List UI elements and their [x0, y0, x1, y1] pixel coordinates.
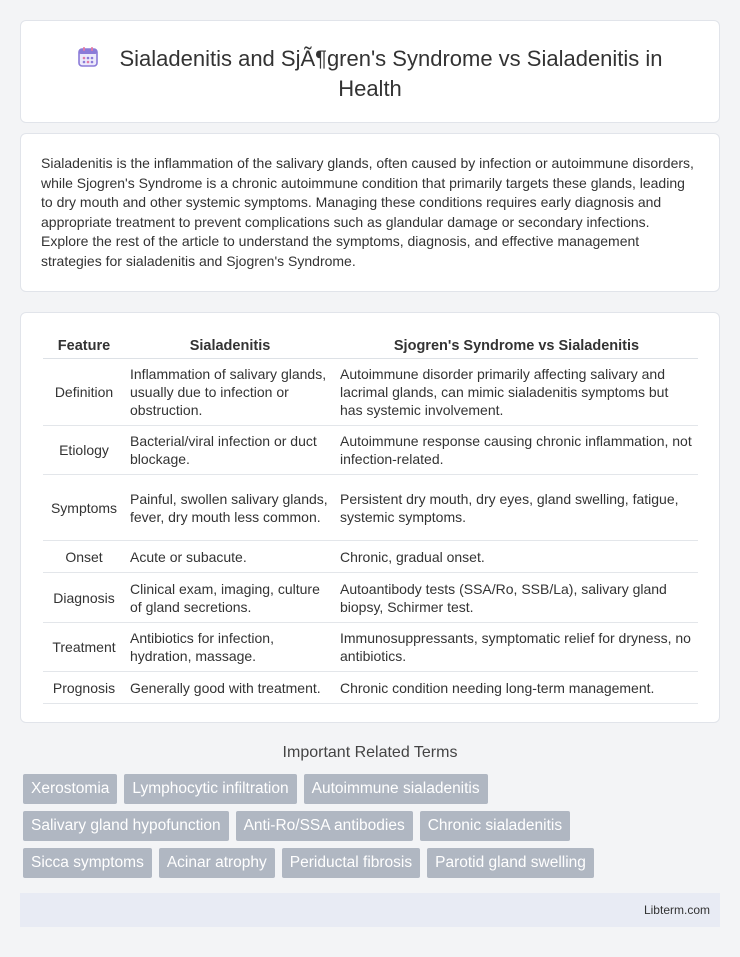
term-row: [23, 774, 713, 804]
sjogrens-cell: Chronic, gradual onset.: [335, 541, 698, 573]
table-row: [43, 623, 698, 672]
term-tag[interactable]: Chronic sialadenitis: [420, 811, 570, 841]
term-tag[interactable]: Lymphocytic infiltration: [124, 774, 296, 804]
footer: [20, 893, 720, 927]
related-terms-heading: Important Related Terms: [282, 744, 458, 761]
feature-cell: Symptoms: [43, 475, 125, 541]
calendar-icon: [77, 46, 99, 68]
header-sialadenitis: Sialadenitis: [125, 333, 335, 359]
sialadenitis-cell: Painful, swollen salivary glands, fever, dry mouth less common.: [125, 475, 335, 541]
page-title: Sialadenitis and SjÃ¶gren's Syndrome vs Sialadenitis in Health: [119, 46, 663, 101]
table-row: [43, 475, 698, 541]
sialadenitis-cell: Clinical exam, imaging, culture of gland secretions.: [125, 573, 335, 623]
intro-paragraph: Sialadenitis is the inflammation of the salivary glands, often caused by infection or autoimmune disorders, while Sjogren's Syndrome is a chronic autoimmune condition that primarily targets these glands, leading to dry mouth and other systemic symptoms. Managing these conditions requires early diagnosis and appropriate treatment to prevent complications such as glandular damage or secondary infections. Explore the rest of the article to understand the symptoms, diagnosis, and effective management strategies for sialadenitis and Sjogren's Syndrome.: [41, 155, 694, 269]
sialadenitis-cell: Antibiotics for infection, hydration, massage.: [125, 623, 335, 672]
term-tag[interactable]: Parotid gland swelling: [427, 848, 594, 878]
sjogrens-cell: Immunosuppressants, symptomatic relief for dryness, no antibiotics.: [335, 623, 698, 672]
related-terms: [23, 774, 713, 885]
term-tag[interactable]: Acinar atrophy: [159, 848, 275, 878]
table-header-row: [43, 333, 698, 359]
sialadenitis-cell: Bacterial/viral infection or duct blockage.: [125, 426, 335, 475]
table-row: [43, 426, 698, 475]
sialadenitis-cell: Acute or subacute.: [125, 541, 335, 573]
header-feature: Feature: [43, 333, 125, 359]
term-tag[interactable]: Salivary gland hypofunction: [23, 811, 229, 841]
sjogrens-cell: Chronic condition needing long-term management.: [335, 672, 698, 704]
term-tag[interactable]: Sicca symptoms: [23, 848, 152, 878]
table-row: [43, 573, 698, 623]
sialadenitis-cell: Generally good with treatment.: [125, 672, 335, 704]
feature-cell: Onset: [43, 541, 125, 573]
page-title-wrap: [21, 44, 719, 104]
term-tag[interactable]: Xerostomia: [23, 774, 117, 804]
term-tag[interactable]: Autoimmune sialadenitis: [304, 774, 488, 804]
table-row: [43, 672, 698, 704]
term-tag[interactable]: Periductal fibrosis: [282, 848, 420, 878]
term-row: [23, 848, 713, 878]
term-row: [23, 811, 713, 841]
feature-cell: Diagnosis: [43, 573, 125, 623]
term-tag[interactable]: Anti-Ro/SSA antibodies: [236, 811, 413, 841]
intro-card: [20, 133, 720, 292]
sialadenitis-cell: Inflammation of salivary glands, usually due to infection or obstruction.: [125, 359, 335, 426]
sjogrens-cell: Autoantibody tests (SSA/Ro, SSB/La), salivary gland biopsy, Schirmer test.: [335, 573, 698, 623]
sjogrens-cell: Persistent dry mouth, dry eyes, gland swelling, fatigue, systemic symptoms.: [335, 475, 698, 541]
feature-cell: Prognosis: [43, 672, 125, 704]
table-row: [43, 359, 698, 426]
sjogrens-cell: Autoimmune response causing chronic inflammation, not infection-related.: [335, 426, 698, 475]
sjogrens-cell: Autoimmune disorder primarily affecting salivary and lacrimal glands, can mimic sialadenitis symptoms but has systemic involvement.: [335, 359, 698, 426]
title-card: [20, 20, 720, 123]
footer-site-link[interactable]: Libterm.com: [643, 903, 710, 917]
feature-cell: Etiology: [43, 426, 125, 475]
table-row: [43, 541, 698, 573]
comparison-card: [20, 312, 720, 723]
header-sjogrens: Sjogren's Syndrome vs Sialadenitis: [335, 333, 698, 359]
feature-cell: Treatment: [43, 623, 125, 672]
feature-cell: Definition: [43, 359, 125, 426]
comparison-table: [43, 333, 698, 704]
